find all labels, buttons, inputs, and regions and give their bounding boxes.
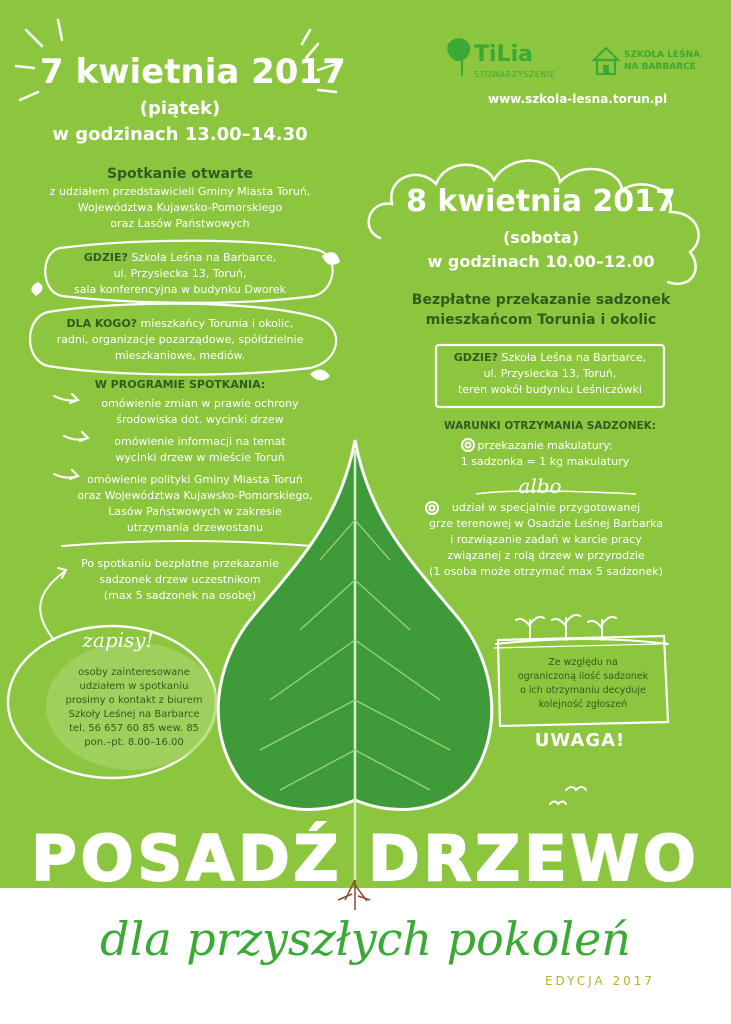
- meeting-line: oraz Lasów Państwowych: [110, 217, 250, 230]
- edition: EDYCJA 2017: [544, 974, 656, 988]
- who-text: mieszkańcy Torunia i okolic,: [137, 317, 294, 330]
- condition2-line: i rozwiązanie zadań w karcie pracy: [450, 533, 642, 546]
- program-item-3-line: omówienie polityki Gminy Miasta Toruń: [87, 473, 303, 486]
- note-title: UWAGA!: [534, 730, 626, 751]
- tilia-logo-subtitle: STOWARZYSZENIE: [474, 70, 556, 79]
- program-title: W PROGRAMIE SPOTKANIA:: [94, 378, 266, 391]
- right-where-text: Szkoła Leśna na Barbarce,: [497, 351, 647, 364]
- condition1-line2: 1 sadzonka = 1 kg makulatury: [460, 455, 630, 468]
- left-date: 7 kwietnia 2017: [40, 52, 346, 92]
- right-hours: w godzinach 10.00–12.00: [427, 252, 655, 271]
- conditions-title: WARUNKI OTRZYMANIA SADZONEK:: [443, 420, 656, 432]
- who-line3: mieszkaniowe, mediów.: [114, 349, 246, 362]
- right-where-label: GDZIE?: [453, 351, 498, 364]
- meeting-line: z udziałem przedstawicieli Gminy Miasta Toruń,: [49, 185, 311, 198]
- signup-phone: tel. 56 657 60 85 wew. 85: [69, 723, 199, 734]
- subline: dla przyszłych pokoleń: [100, 912, 631, 966]
- tilia-logo-mark: [447, 38, 470, 76]
- condition2-line: grze terenowej w Osadzie Leśnej Barbarka: [428, 517, 664, 530]
- program-item-1-line: omówienie zmian w prawie ochrony: [101, 397, 299, 410]
- note-line: o ich otrzymaniu decyduje: [520, 685, 646, 696]
- condition2-line: związanej z rolą drzew w przyrodzie: [447, 549, 645, 562]
- tilia-logo: TiLia: [474, 42, 533, 67]
- website-link[interactable]: www.szkola-lesna.torun.pl: [488, 92, 668, 106]
- condition1-line1: przekazanie makulatury:: [477, 439, 613, 452]
- program-item-1-line: środowiska dot. wycinki drzew: [116, 413, 284, 426]
- condition2-line: udział w specjalnie przygotowanej: [451, 501, 641, 514]
- right-where-line2: ul. Przysiecka 13, Toruń,: [483, 367, 617, 380]
- school-logo-line1: SZKOŁA LEŚNA: [624, 50, 700, 60]
- left-day: (piątek): [139, 98, 221, 119]
- signup-title: zapisy!: [82, 628, 154, 652]
- left-where-line2: ul. Przysiecka 13, Toruń,: [113, 267, 247, 280]
- note-line: kolejność zgłoszeń: [538, 699, 628, 710]
- right-day: (sobota): [502, 228, 580, 247]
- after-line: (max 5 sadzonek na osobę): [103, 589, 257, 602]
- program-item-3-line: oraz Województwa Kujawsko-Pomorskiego,: [77, 489, 313, 502]
- program-item-3-line: Lasów Państwowych w zakresie: [108, 505, 282, 518]
- signup-line: udziałem w spotkaniu: [79, 681, 189, 692]
- who-line1: [40, 316, 320, 332]
- signup-line: Szkoły Leśnej na Barbarce: [68, 709, 200, 720]
- after-line: Po spotkaniu bezpłatne przekazanie: [81, 557, 279, 570]
- left-where-line3: sala konferencyjna w budynku Dworek: [74, 283, 286, 296]
- meeting-line: Województwa Kujawsko-Pomorskiego: [77, 201, 283, 214]
- right-title-line2: mieszkańcom Torunia i okolic: [425, 312, 657, 328]
- program-item-3-line: utrzymania drzewostanu: [126, 521, 264, 534]
- who-line2: radni, organizacje pozarządowe, spółdzielnie: [56, 333, 304, 346]
- right-where-line1: [436, 350, 664, 366]
- school-logo-line2: NA BARBARCE: [624, 62, 696, 72]
- after-line: sadzonek drzew uczestnikom: [99, 573, 261, 586]
- school-house-icon: [594, 48, 618, 74]
- program-item-2-line: wycinki drzew w mieście Toruń: [115, 451, 285, 464]
- left-where-line1: [40, 250, 320, 266]
- headline: POSADŹ DRZEWO: [31, 822, 700, 895]
- or-separator: albo: [518, 474, 562, 498]
- signup-line: prosimy o kontakt z biurem: [65, 695, 203, 706]
- note-line: Ze względu na: [548, 657, 618, 668]
- who-label: DLA KOGO?: [66, 317, 138, 330]
- right-date: 8 kwietnia 2017: [406, 184, 676, 219]
- meeting-title: Spotkanie otwarte: [106, 166, 254, 182]
- left-where-label: GDZIE?: [83, 251, 128, 264]
- left-where-text: Szkoła Leśna na Barbarce,: [127, 251, 277, 264]
- signup-hours: pon.–pt. 8.00–16.00: [84, 737, 184, 748]
- left-hours: w godzinach 13.00–14.30: [52, 124, 308, 145]
- condition2-line: (1 osoba może otrzymać max 5 sadzonek): [429, 565, 663, 578]
- program-item-2-line: omówienie informacji na temat: [114, 435, 286, 448]
- note-line: ograniczoną ilość sadzonek: [517, 671, 649, 682]
- right-where-line3: teren wokół budynku Leśniczówki: [457, 383, 642, 396]
- right-title-line1: Bezpłatne przekazanie sadzonek: [411, 292, 671, 308]
- signup-line: osoby zainteresowane: [78, 667, 190, 678]
